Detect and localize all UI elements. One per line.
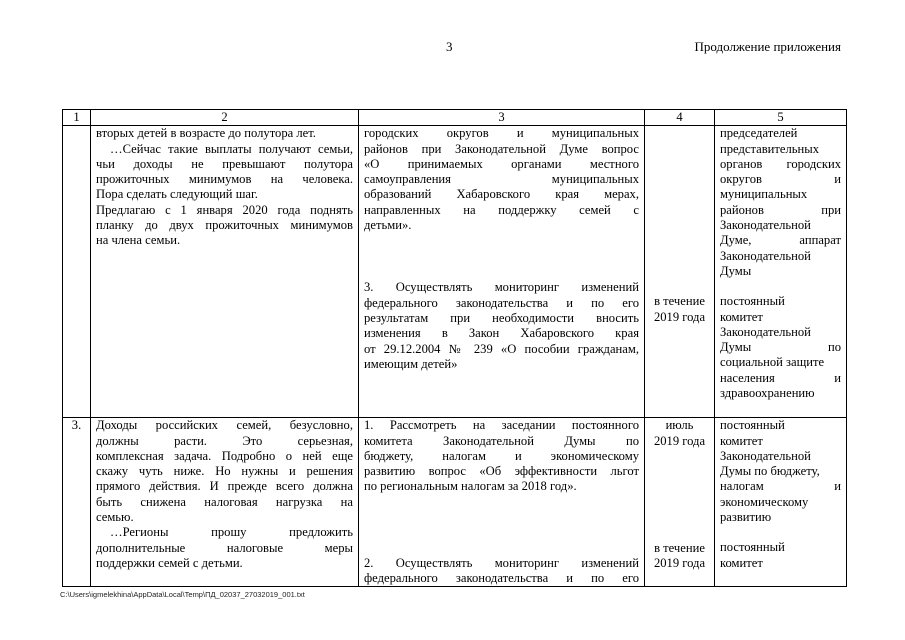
text-line: Законодательной [720,248,811,263]
text-line: постоянный [720,540,785,555]
file-path-footer: C:\Users\igmelekhina\AppData\Local\Temp\ПД_02037_27032019_001.txt [60,590,305,599]
deadline-line: в течение [654,294,705,309]
text-line: прямого действия. И прежде всего должна [96,479,353,494]
text-line: изменения в Закон Хабаровского края [364,326,639,341]
text-line: округов и [720,172,841,187]
text-line: быть снижена налоговая нагрузка на [96,494,353,509]
text-line: результатам при необходимости вносить [364,310,639,325]
text-line: …Регионы прошу предложить [110,525,353,540]
text-line: Законодательной [720,218,811,233]
text-line: районов при Законодательной Думе вопрос [364,141,639,156]
text-line: планку до двух прожиточных минимумов [96,218,353,233]
text-line: бюджету, налогам и экономическому [364,448,639,463]
text-line: органов городских [720,156,841,171]
text-line: развитию [720,510,772,525]
text-line: скажу чуть ниже. Но нужны и решения [96,464,353,479]
text-line: населения и [720,370,841,385]
text-line: 1. Рассмотреть на заседании постоянного [364,418,639,433]
text-line: Законодательной [720,324,811,339]
text-line: представительных [720,141,820,156]
text-line: комитет [720,433,763,448]
column-number: 5 [715,110,847,126]
text-line: комитет [720,555,763,570]
deadline-line: 2019 года [653,556,706,571]
text-line: самоуправления муниципальных [364,172,639,187]
text-line: городских округов и муниципальных [364,126,639,141]
text-line: здравоохранению [720,386,815,401]
text-line: семью. [96,510,134,525]
text-line: дополнительные налоговые меры [96,540,353,555]
column-number: 4 [645,110,715,126]
text-line: экономическому [720,494,809,509]
text-line: поддержки семей с детьми. [96,555,243,570]
text-line: налогам и [720,479,841,494]
deadline-cell [645,418,715,587]
measures-cell [359,126,645,418]
deadline-line: 2019 года [653,309,706,324]
spacer [364,233,639,280]
text-line: детьми». [364,218,412,233]
deadline-line: 2019 года [653,433,706,448]
text-line: Законодательной [720,448,811,463]
text-line: федерального законодательства и по его [364,295,639,310]
deadline-cell [645,126,715,418]
page-number: 3 [446,39,453,54]
table-row [63,418,847,587]
text-line: Думы по [720,340,841,355]
text-line: …Сейчас такие выплаты получают семьи, [110,141,353,156]
text-line: федерального законодательства и по его [364,571,639,586]
spacer [364,495,639,556]
text-line: Думы [720,263,752,278]
text-line: комплексная задача. Подробно о ней еще [96,448,353,463]
text-line: постоянный [720,418,785,433]
message-text-cell [91,418,359,587]
text-line: 2. Осуществлять мониторинг изменений [364,555,639,570]
column-number: 1 [63,110,91,126]
text-line: вторых детей в возрасте до полутора лет. [96,126,316,141]
column-number-row [63,110,847,126]
measures-cell [359,418,645,587]
responsible-cell [715,126,847,418]
text-line: Доходы российских семей, безусловно, [96,418,353,433]
deadline-line: июль [665,418,694,433]
text-line: муниципальных [720,187,808,202]
text-line: имеющим детей» [364,356,458,371]
text-line: должны расти. Это серьезная, [96,433,353,448]
message-text-cell [91,126,359,418]
text-line: на члена семьи. [96,233,181,248]
deadline-line: в течение [654,540,705,555]
text-line: комитета Законодательной Думы по [364,433,639,448]
text-line: Думы по бюджету, [720,464,820,479]
text-line: по региональным налогам за 2018 год». [364,479,577,494]
text-line: «О принимаемых органами местного [364,156,639,171]
continuation-label: Продолжение приложения [694,39,841,54]
text-line: Предлагаю с 1 января 2020 года поднять [96,202,353,217]
text-line: социальной защите [720,355,825,370]
text-line: председателей [720,126,798,141]
text-line: образований Хабаровского края мерах, [364,187,639,202]
plan-table [62,109,847,587]
column-number: 2 [91,110,359,126]
responsible-cell [715,418,847,587]
column-number: 3 [359,110,645,126]
text-line: районов при [720,202,841,217]
row-number: 3. [63,418,91,587]
text-line: чьи доходы не превышают полутора [96,156,353,171]
text-line: постоянный [720,294,785,309]
text-line: прожиточных минимумов на человека. [96,172,353,187]
text-line: развитию вопрос «Об эффективности льгот [364,464,639,479]
text-line: комитет [720,309,763,324]
text-line: Думе, аппарат [720,233,841,248]
text-line: Пора сделать следующий шаг. [96,187,258,202]
table-row [63,126,847,418]
text-line: направленных на поддержку семей с [364,202,639,217]
row-number [63,126,91,418]
text-line: от 29.12.2004 № 239 «О пособии гражданам, [364,341,639,356]
text-line: 3. Осуществлять мониторинг изменений [364,280,639,295]
